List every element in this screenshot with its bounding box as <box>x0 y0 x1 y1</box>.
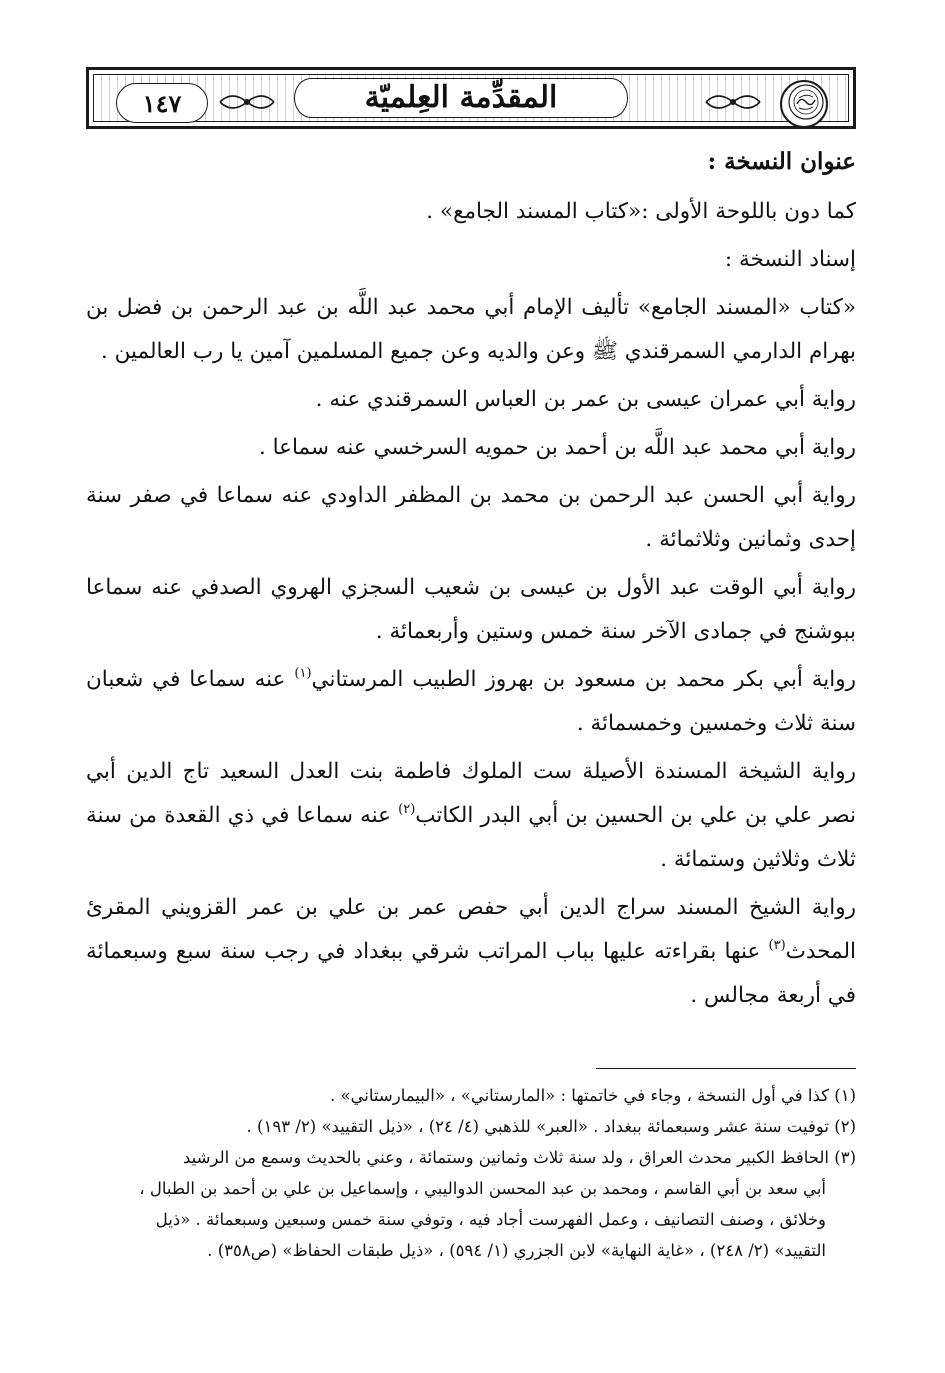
footnote-marker: (١) <box>294 666 312 681</box>
header-ornament-band <box>93 74 849 122</box>
footnote-continuation: أبي سعد بن أبي القاسم ، ومحمد بن عبد المحسن الدواليبي ، وإسماعيل بن علي بن أحمد بن الطبال ، <box>139 1179 826 1198</box>
page-number: ١٤٧ <box>142 88 182 118</box>
seal-logo <box>780 80 828 128</box>
paragraph <box>86 658 856 746</box>
footnote-separator <box>596 1068 856 1069</box>
paragraph <box>86 750 856 882</box>
footnote-marker: (٣) <box>768 938 786 953</box>
paragraph-text: رواية الشيخة المسندة الأصيلة ست الملوك فاطمة بنت العدل السعيد تاج الدين أبي نصر علي بن علي بن الحسين بن أبي البدر الكاتب <box>86 759 856 828</box>
seal-logo-icon <box>786 82 826 122</box>
running-title: المقدِّمة العِلميّة <box>364 80 558 115</box>
paragraph: «كتاب «المسند الجامع» تأليف الإمام أبي محمد عبد اللَّه بن عبد الرحمن بن فضل بن بهرام الدارمي السمرقندي ﷺ وعن والديه وعن جميع المسلمين آمين يا رب العالمين . <box>86 295 856 364</box>
section-heading: عنوان النسخة : <box>707 148 856 175</box>
paragraph-text: رواية أبي بكر محمد بن مسعود بن بهروز الطبيب المرستاني <box>311 667 856 692</box>
header-ornament-right-icon <box>704 89 762 115</box>
page-header <box>86 67 856 129</box>
paragraph-text: عنه سماعا في شعبان سنة ثلاث وخمسين وخمسمائة . <box>86 667 856 736</box>
footnotes <box>86 1080 856 1266</box>
paragraph: رواية أبي محمد عبد اللَّه بن أحمد بن حمويه السرخسي عنه سماعا . <box>258 435 856 460</box>
footnote-continuation: التقييد» (٢/ ٢٤٨) ، «غاية النهاية» لابن الجزري (١/ ٥٩٤) ، «ذيل طبقات الحفاظ» (ص٣٥٨) . <box>207 1241 826 1260</box>
page-number-panel <box>116 83 208 123</box>
footnote-continuation: وخلائق ، وصنف التصانيف ، وعمل الفهرست أجاد فيه ، وتوفي سنة خمس وسبعين وسبعمائة . «ذيل <box>155 1210 826 1229</box>
paragraph: رواية أبي عمران عيسى بن عمر بن العباس السمرقندي عنه . <box>315 387 856 412</box>
footnote-marker: (٢) <box>398 802 416 817</box>
header-title-panel <box>294 78 628 118</box>
paragraph <box>86 886 856 1018</box>
isnad-heading: إسناد النسخة : <box>724 247 856 272</box>
main-text <box>86 140 856 1022</box>
paragraph: رواية أبي الحسن عبد الرحمن بن محمد بن المظفر الداودي عنه سماعا في صفر سنة إحدى وثمانين وثلاثمائة . <box>86 483 856 552</box>
title-line: كما دون باللوحة الأولى :«كتاب المسند الجامع» . <box>426 199 856 224</box>
paragraph: رواية أبي الوقت عبد الأول بن عيسى بن شعيب السجزي الهروي الصدفي عنه سماعا ببوشنج في جمادى الآخر سنة خمس وستين وأربعمائة . <box>86 575 856 644</box>
paragraph-text: عنها بقراءته عليها بباب المراتب شرقي ببغداد في رجب سنة سبع وسبعمائة في أربعة مجالس . <box>86 939 856 1008</box>
footnote: (٢) توفيت سنة عشر وسبعمائة ببغداد . «العبر» للذهبي (٤/ ٢٤) ، «ذيل التقييد» (٢/ ١٩٣) . <box>246 1117 856 1136</box>
paragraph-text: رواية الشيخ المسند سراج الدين أبي حفص عمر بن علي بن عمر القزويني المقرئ المحدث <box>86 895 856 964</box>
header-ornament-left-icon <box>218 89 276 115</box>
footnote: (١) كذا في أول النسخة ، وجاء في خاتمتها : «المارستاني» ، «البيمارستاني» . <box>329 1086 856 1105</box>
paragraph-text: عنه سماعا في ذي القعدة من سنة ثلاث وثلاثين وستمائة . <box>86 803 856 872</box>
footnote: (٣) الحافظ الكبير محدث العراق ، ولد سنة ثلاث وثمانين وستمائة ، وعني بالحديث وسمع من الرشيد <box>183 1148 856 1167</box>
